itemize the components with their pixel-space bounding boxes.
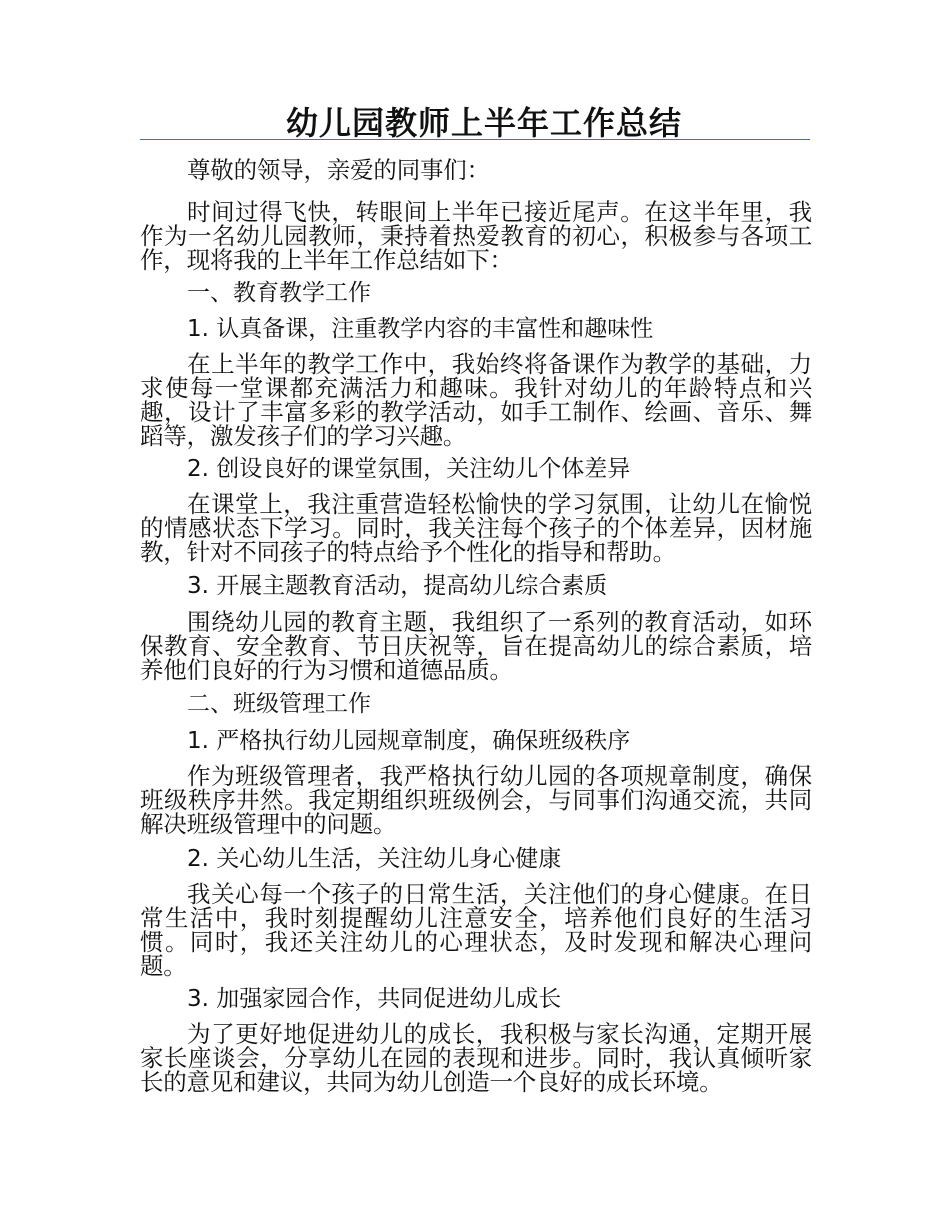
document-title: 幼儿园教师上半年工作总结 (285, 104, 682, 142)
subheading-rules: 1. 严格执行幼儿园规章制度，确保班级秩序 (187, 728, 631, 754)
section-heading-class-management: 二、班级管理工作 (187, 691, 371, 717)
paragraph-lesson-prep: 在上半年的教学工作中，我始终将备课作为教学的基础，力求使每一堂课都充满活力和趣味。我针对幼儿的年龄特点和兴趣，设计了丰富多彩的教学活动，如手工制作、绘画、音乐、舞蹈等，激发孩子们的学习兴趣。 (140, 350, 812, 450)
greeting: 尊敬的领导，亲爱的同事们： (187, 156, 490, 184)
subheading-theme-activities: 3. 开展主题教育活动，提高幼儿综合素质 (187, 573, 608, 599)
paragraph-classroom-atmosphere: 在课堂上，我注重营造轻松愉快的学习氛围，让幼儿在愉悦的情感状态下学习。同时，我关注每个孩子的个体差异，因材施教，针对不同孩子的特点给予个性化的指导和帮助。 (140, 490, 812, 566)
subheading-child-wellbeing: 2. 关心幼儿生活，关注幼儿身心健康 (187, 846, 562, 872)
paragraph-rules: 作为班级管理者，我严格执行幼儿园的各项规章制度，确保班级秩序井然。我定期组织班级例会，与同事们沟通交流，共同解决班级管理中的问题。 (140, 762, 812, 838)
paragraph-theme-activities: 围绕幼儿园的教育主题，我组织了一系列的教育活动，如环保教育、安全教育、节日庆祝等，旨在提高幼儿的综合素质，培养他们良好的行为习惯和道德品质。 (140, 608, 812, 684)
title-underline (140, 139, 810, 140)
paragraph-child-wellbeing: 我关心每一个孩子的日常生活，关注他们的身心健康。在日常生活中，我时刻提醒幼儿注意安全，培养他们良好的生活习惯。同时，我还关注幼儿的心理状态，及时发现和解决心理问题。 (140, 880, 812, 980)
paragraph-home-school: 为了更好地促进幼儿的成长，我积极与家长沟通，定期开展家长座谈会，分享幼儿在园的表现和进步。同时，我认真倾听家长的意见和建议，共同为幼儿创造一个良好的成长环境。 (140, 1020, 812, 1096)
intro-paragraph: 时间过得飞快，转眼间上半年已接近尾声。在这半年里，我作为一名幼儿园教师，秉持着热爱教育的初心，积极参与各项工作，现将我的上半年工作总结如下： (140, 198, 812, 274)
subheading-classroom-atmosphere: 2. 创设良好的课堂氛围，关注幼儿个体差异 (187, 456, 631, 482)
section-heading-teaching: 一、教育教学工作 (187, 280, 371, 306)
subheading-home-school: 3. 加强家园合作，共同促进幼儿成长 (187, 986, 562, 1012)
subheading-lesson-prep: 1. 认真备课，注重教学内容的丰富性和趣味性 (187, 316, 654, 342)
